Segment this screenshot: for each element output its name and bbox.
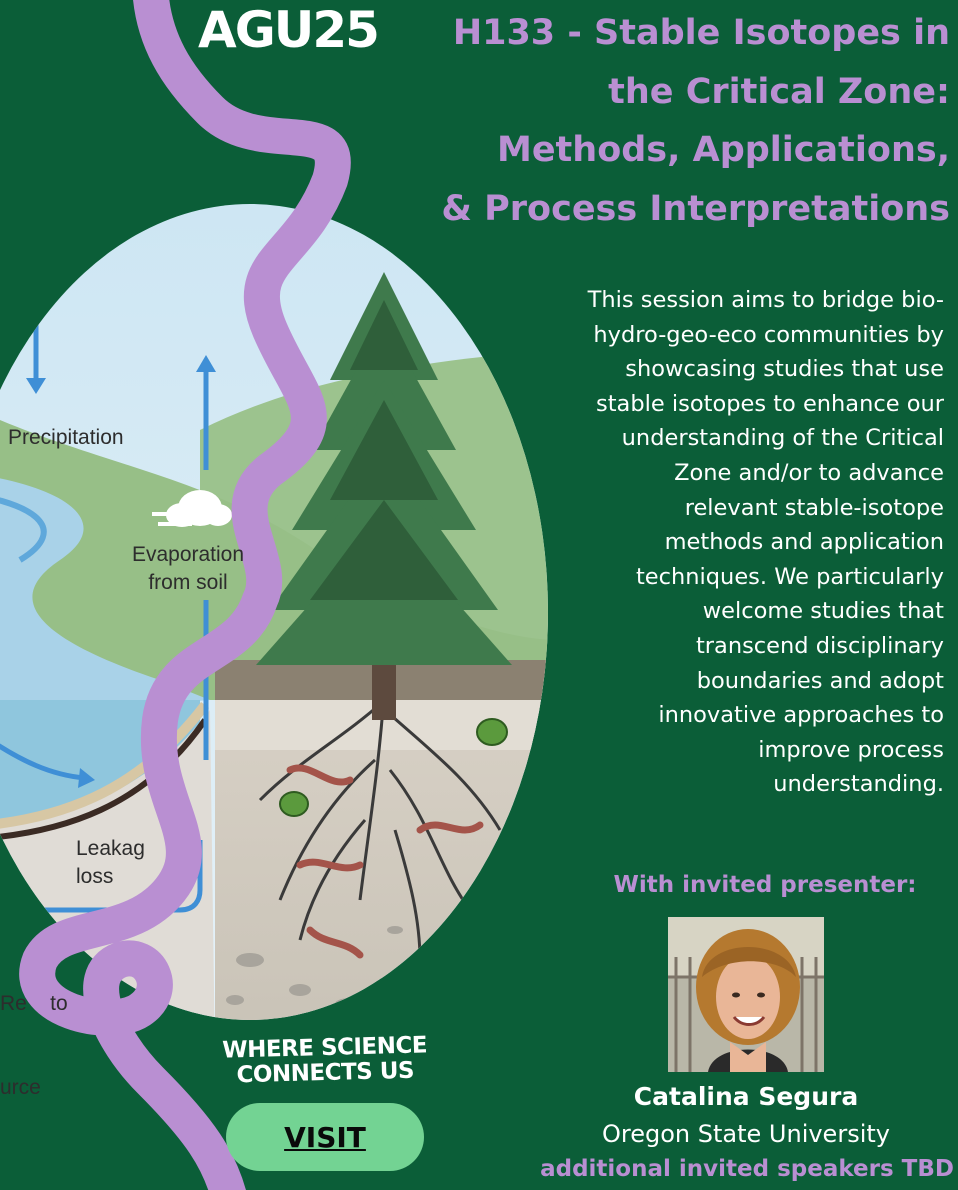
- title-line-3: Methods, Applications,: [496, 130, 950, 170]
- presenter-photo: [668, 917, 824, 1072]
- label-leakage-line2: loss: [76, 865, 114, 888]
- visit-button[interactable]: VISIT: [226, 1103, 424, 1171]
- desc-line: relevant stable-isotope: [684, 494, 944, 521]
- additional-speakers-note: additional invited speakers TBD: [540, 1156, 954, 1182]
- label-return: [0, 934, 68, 1158]
- desc-line: transcend disciplinary: [695, 632, 944, 659]
- desc-line: welcome studies that: [702, 598, 944, 625]
- desc-line: innovative approaches to: [658, 702, 944, 729]
- presenter-name: Catalina Segura: [633, 1082, 859, 1111]
- desc-line: hydro-geo-eco communities by: [593, 321, 944, 348]
- title-line-1: H133 - Stable Isotopes in: [452, 13, 950, 53]
- agu25-logo: AGU25: [198, 1, 378, 59]
- label-return-line2: urce: [0, 1076, 41, 1099]
- desc-line: boundaries and adopt: [696, 667, 944, 694]
- desc-line: improve process: [758, 736, 944, 763]
- desc-line: showcasing studies that use: [625, 356, 944, 383]
- desc-line: This session aims to bridge bio-: [587, 287, 944, 313]
- desc-line: techniques. We particularly: [635, 563, 944, 590]
- desc-line: methods and application: [664, 529, 944, 556]
- invited-heading: With invited presenter:: [613, 872, 917, 898]
- label-return-line1: Re to: [0, 992, 68, 1015]
- session-title: [350, 4, 950, 238]
- label-evaporation-line2: from soil: [148, 571, 228, 594]
- label-leakage: [76, 835, 145, 891]
- desc-line: stable isotopes to enhance our: [596, 390, 944, 417]
- label-evaporation: [120, 541, 256, 597]
- desc-line: understanding.: [773, 771, 944, 798]
- tagline: [207, 1033, 442, 1089]
- label-precipitation: Precipitation: [8, 426, 124, 449]
- label-evaporation-line1: Evaporation: [131, 543, 245, 566]
- tagline-line-1: WHERE SCIENCE: [221, 1032, 428, 1064]
- title-line-2: the Critical Zone:: [608, 71, 950, 112]
- tagline-line-2: CONNECTS US: [236, 1057, 415, 1089]
- presenter-affiliation: Oregon State University: [602, 1120, 890, 1148]
- desc-line: Zone and/or to advance: [674, 459, 944, 486]
- title-line-4: & Process Interpretations: [441, 188, 950, 229]
- desc-line: understanding of the Critical: [621, 425, 944, 452]
- label-leakage-line1: Leakag: [76, 837, 145, 860]
- session-description: [524, 283, 944, 802]
